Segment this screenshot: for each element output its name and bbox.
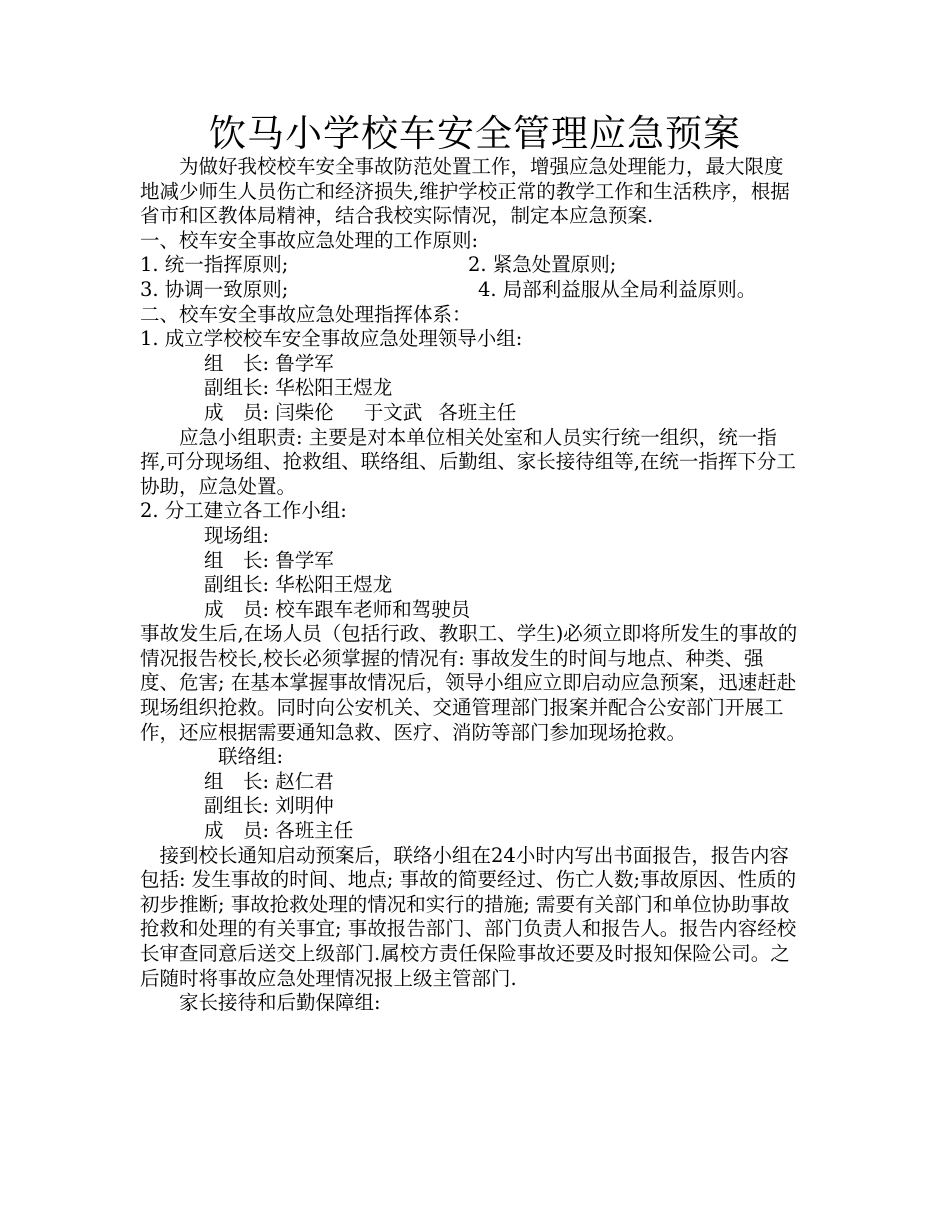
- liaison-paragraph: 接到校长通知启动预案后，联络小组在24小时内写出书面报告，报告内容包括: 发生事故的时间、地点; 事故的简要经过、伤亡人数;事故原因、性质的初步推断; 事故抢救处理的情况和实行的措施; 需要有关部门和单位协助事故抢救和处理的有关事宜; 事故报告部门、部门负责人和报告人。报告内容经校长审查同意后送交上级部门.属校方责任保险事故还要及时报知保险公司。之后随时将事故应急处理情况报上级主管部门.: [140, 843, 797, 990]
- members-label: 成 员: 闫柴伦: [204, 400, 334, 424]
- scene-group-name: 现场组:: [204, 523, 270, 547]
- liaison-members: 成 员: 各班主任: [204, 819, 354, 843]
- document-body: [140, 155, 802, 1016]
- principle-3: 3. 协调一致原则;: [140, 277, 289, 301]
- scene-deputy: 副组长: 华松阳王煜龙: [204, 573, 393, 597]
- leader-line: 组 长: 鲁学军: [204, 351, 334, 375]
- members-line: [140, 401, 802, 426]
- principles-row-2: [140, 278, 802, 303]
- members-c: 各班主任: [438, 400, 517, 424]
- principles-row-1: [140, 253, 802, 278]
- principle-2: 2. 紧急处置原则;: [468, 253, 617, 277]
- section2-heading: 二、校车安全事故应急处理指挥体系：: [140, 302, 472, 326]
- scene-members: 成 员: 校车跟车老师和驾驶员: [204, 597, 471, 621]
- scene-leader: 组 长: 鲁学军: [204, 548, 334, 572]
- principle-4: 4. 局部利益服从全局利益原则。: [478, 277, 757, 301]
- intro-paragraph: 为做好我校校车安全事故防范处置工作，增强应急处理能力，最大限度地减少师生人员伤亡和经济损失,维护学校正常的教学工作和生活秩序，根据省市和区教体局精神，结合我校实际情况，制定本应急预案.: [140, 155, 790, 228]
- liaison-deputy: 副组长: 刘明仲: [204, 794, 334, 818]
- scene-paragraph: 事故发生后,在场人员（包括行政、教职工、学生)必须立即将所发生的事故的情况报告校长,校长必须掌握的情况有: 事故发生的时间与地点、种类、强度、危害; 在基本掌握事故情况后，领导小组应立即启动应急预案，迅速赶赴现场组织抢救。同时向公安机关、交通管理部门报案并配合公安部门开展工作，还应根据需要通知急救、医疗、消防等部门参加现场抢救。: [140, 622, 798, 744]
- section2-item1: 1. 成立学校校车安全事故应急处理领导小组:: [140, 327, 523, 351]
- document-title: 饮马小学校车安全管理应急预案: [209, 112, 741, 155]
- liaison-leader: 组 长: 赵仁君: [204, 769, 334, 793]
- duty-paragraph: 应急小组职责: 主要是对本单位相关处室和人员实行统一组织，统一指挥,可分现场组、抢救组、联络组、后勤组、家长接待组等,在统一指挥下分工协助，应急处置。: [140, 425, 796, 498]
- section2-item2: 2. 分工建立各工作小组:: [140, 499, 347, 523]
- principle-1: 1. 统一指挥原则;: [140, 253, 289, 277]
- members-b: 于文武: [363, 400, 423, 424]
- section1-heading: 一、校车安全事故应急处理的工作原则:: [140, 228, 479, 252]
- deputy-line: 副组长: 华松阳王煜龙: [204, 376, 393, 400]
- parents-group-name: 家长接待和后勤保障组:: [179, 991, 381, 1015]
- liaison-group-name: 联络组:: [218, 745, 284, 769]
